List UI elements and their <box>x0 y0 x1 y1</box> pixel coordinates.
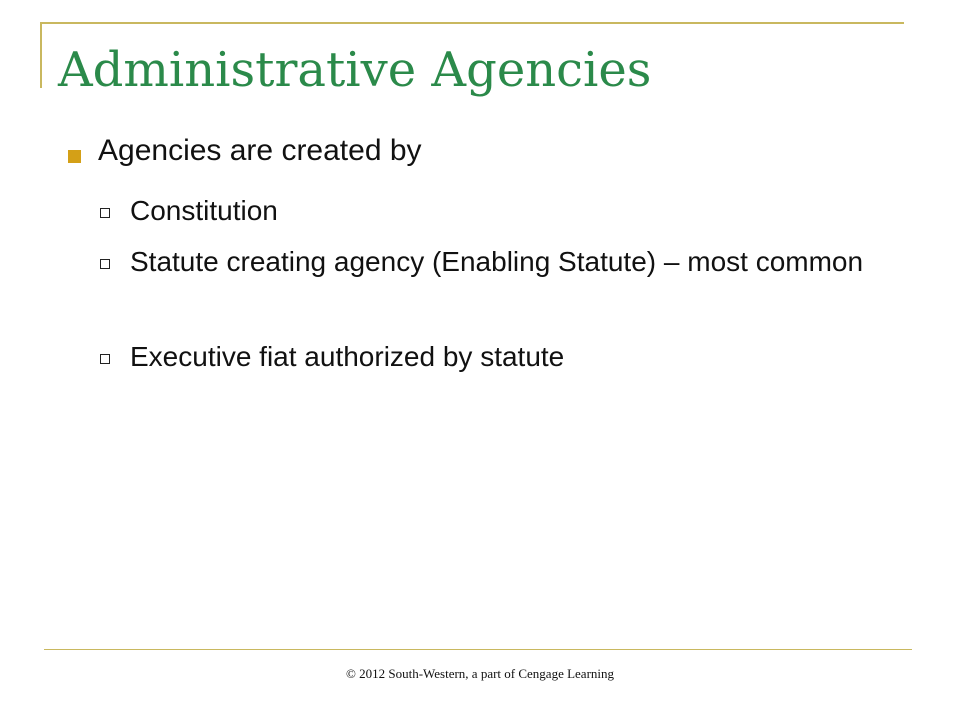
filled-square-bullet-icon <box>68 150 81 163</box>
footer-divider <box>44 649 912 650</box>
hollow-square-bullet-icon <box>100 259 110 269</box>
sub-bullet-text: Constitution <box>130 195 278 226</box>
sub-bullet-text: Executive fiat authorized by statute <box>130 341 565 372</box>
hollow-square-bullet-icon <box>100 208 110 218</box>
sub-bullet-text: Statute creating agency (Enabling Statute) – most common <box>130 246 864 277</box>
frame-top-line <box>40 22 904 24</box>
slide-title: Administrative Agencies <box>58 42 652 98</box>
hollow-square-bullet-icon <box>100 354 110 364</box>
main-bullet-text: Agencies are created by <box>98 134 422 167</box>
footer-copyright: © 2012 South-Western, a part of Cengage Learning <box>345 666 615 681</box>
frame-left-line <box>40 22 42 88</box>
